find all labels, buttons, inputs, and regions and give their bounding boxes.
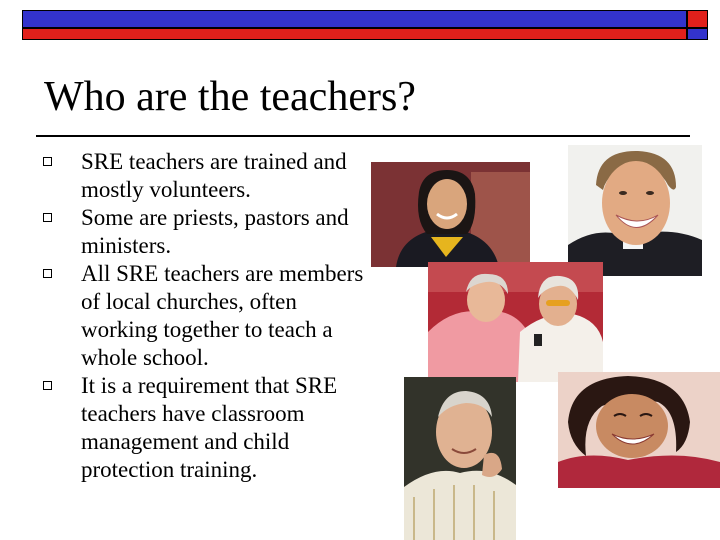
bullet-item: [40, 372, 370, 484]
bullet-item: [40, 260, 370, 372]
photo-elderly-man: [404, 377, 516, 540]
bullet-text: It is a requirement that SRE teachers have classroom management and child protection training.: [81, 373, 338, 482]
bullet-list: [40, 148, 370, 484]
slide-header-bars: [0, 0, 720, 42]
header-corner-blue: [687, 28, 708, 40]
slide-title: Who are the teachers?: [44, 74, 416, 120]
bullet-text: All SRE teachers are members of local churches, often working together to teach a whole school.: [81, 261, 364, 370]
photo-smiling-young-woman: [558, 372, 720, 488]
photo-smiling-woman: [371, 162, 530, 267]
hollow-square-icon: [43, 269, 52, 278]
hollow-square-icon: [43, 157, 52, 166]
header-corner-red: [687, 10, 708, 28]
header-bar-blue: [22, 10, 687, 28]
bullet-item: [40, 204, 370, 260]
bullet-item: [40, 148, 370, 204]
bullet-text: SRE teachers are trained and mostly volunteers.: [81, 149, 347, 202]
hollow-square-icon: [43, 213, 52, 222]
title-divider: [36, 135, 690, 137]
header-bar-red: [22, 28, 687, 40]
hollow-square-icon: [43, 381, 52, 390]
photo-elderly-women-phone: [428, 262, 603, 382]
bullet-text: Some are priests, pastors and ministers.: [81, 205, 349, 258]
photo-laughing-man: [568, 145, 702, 276]
